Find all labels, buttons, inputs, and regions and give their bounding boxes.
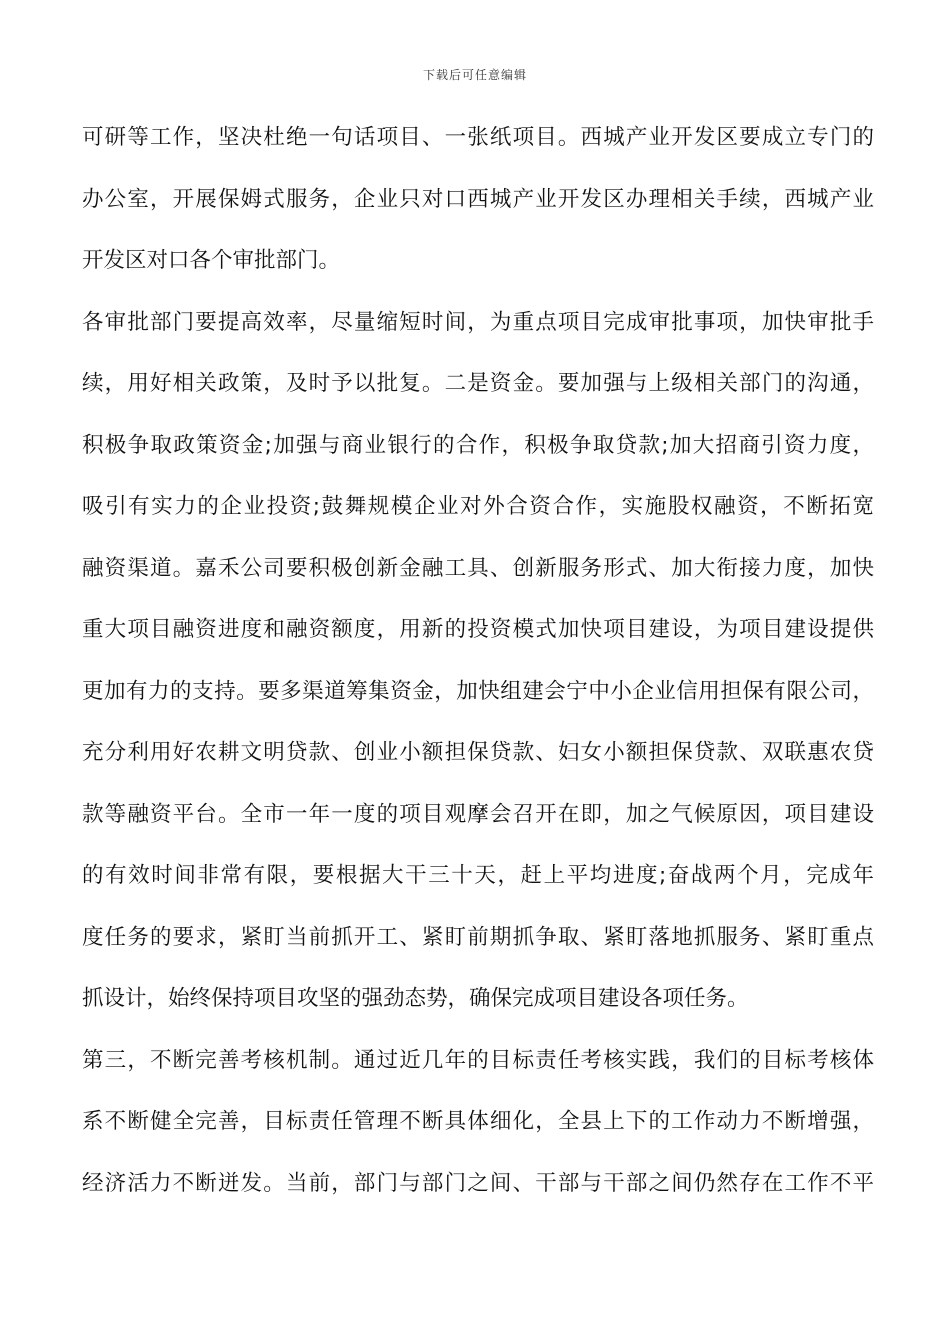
text-line: 度任务的要求，紧盯当前抓开工、紧盯前期抓争取、紧盯落地抓服务、紧盯重点 [82, 924, 874, 950]
paragraph-1 [82, 118, 874, 303]
document-body [82, 118, 874, 1225]
text-line: 充分利用好农耕文明贷款、创业小额担保贷款、妇女小额担保贷款、双联惠农贷 [82, 740, 874, 765]
download-note: 下载后可任意编辑 [422, 68, 527, 82]
paragraph-2 [82, 303, 874, 1041]
text-line: 经济活力不断迸发。当前，部门与部门之间、干部与干部之间仍然存在工作不平 [82, 1170, 874, 1196]
text-line: 抓设计，始终保持项目攻坚的强劲态势，确保完成项目建设各项任务。 [82, 986, 749, 1011]
text-line: 系不断健全完善，目标责任管理不断具体细化，全县上下的工作动力不断增强， [82, 1109, 874, 1134]
paragraph-3 [82, 1041, 874, 1226]
text-line: 续，用好相关政策，及时予以批复。二是资金。要加强与上级相关部门的沟通， [82, 371, 874, 396]
text-line: 吸引有实力的企业投资;鼓舞规模企业对外合资合作，实施股权融资，不断拓宽 [82, 494, 874, 519]
text-line: 第三，不断完善考核机制。通过近几年的目标责任考核实践，我们的目标考核体 [82, 1047, 874, 1073]
text-line: 积极争取政策资金;加强与商业银行的合作，积极争取贷款;加大招商引资力度， [82, 432, 874, 458]
text-line: 款等融资平台。全市一年一度的项目观摩会召开在即，加之气候原因，项目建设 [82, 801, 874, 827]
text-line: 各审批部门要提高效率，尽量缩短时间，为重点项目完成审批事项，加快审批手 [82, 309, 874, 335]
text-line: 更加有力的支持。要多渠道筹集资金，加快组建会宁中小企业信用担保有限公司， [82, 678, 874, 704]
text-line: 重大项目融资进度和融资额度，用新的投资模式加快项目建设，为项目建设提供 [82, 617, 874, 642]
text-line: 办公室，开展保姆式服务，企业只对口西城产业开发区办理相关手续，西城产业 [82, 186, 874, 212]
text-line: 开发区对口各个审批部门。 [82, 248, 341, 273]
text-line: 融资渠道。嘉禾公司要积极创新金融工具、创新服务形式、加大衔接力度，加快 [82, 555, 874, 581]
text-line: 可研等工作，坚决杜绝一句话项目、一张纸项目。西城产业开发区要成立专门的 [82, 125, 874, 150]
text-line: 的有效时间非常有限，要根据大干三十天，赶上平均进度;奋战两个月，完成年 [82, 863, 874, 888]
